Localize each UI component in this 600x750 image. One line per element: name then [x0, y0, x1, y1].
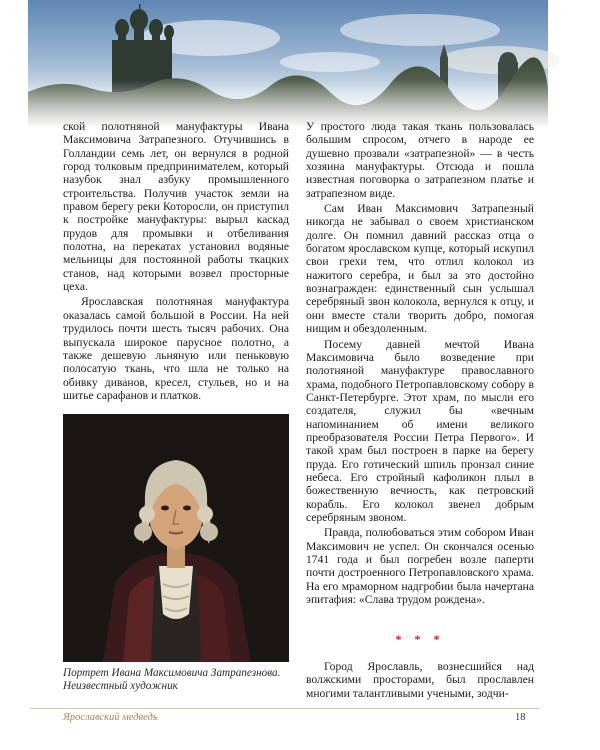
footer-divider: [30, 708, 540, 709]
body-paragraph: Посему давней мечтой Ивана Максимовича было возведение при полотняной мануфактуре православного храма, подобного Петропавловскому собору в Санкт-Петербурге. Этот храм, по мысли его создателя, служил бы «вечным напоминанием об имени великого преобразователя России Петра Первого». И такой храм был построен в парке на берегу пруда. Его готический шпиль пронзал синие небеса. Его стройный кафоликон плыл в божественную вечность, как петровский корабль. Его колокол звенел добрым серебряным звоном.: [306, 337, 534, 524]
body-paragraph: Сам Иван Максимович Затрапезный никогда не забывал о своем христианском долге. Он помнил давний рассказ отца о богатом ярославском купце, который искупил свои грехи тем, что отлил колокол из нажитого серебра, и был за это достойно вознагражден: единственный сын услышал серебряный звон колокола, вернулся к отцу, и они вместе стали творить добро, помогая нищим и обездоленным.: [306, 202, 534, 336]
tail-text: [306, 660, 534, 700]
footer-publication-title: Ярославский медведь: [63, 712, 158, 723]
section-separator: * * *: [395, 632, 445, 646]
left-text-column: [63, 120, 289, 402]
caption-line: Портрет Ивана Максимовича Затрапезнова.: [63, 667, 281, 679]
body-paragraph: Ярославская полотняная мануфактура оказалась самой большой в России. На ней трудилось почти шесть тысяч рабочих. Она выпускала широкое парусное полотно, а также дешевую льняную или пеньковую полосатую ткань, что шла не только на обивку диванов, кресел, стульев, но и на шитье сарафанов и платков.: [63, 295, 289, 402]
right-text-column: [306, 120, 534, 606]
body-paragraph: У простого люда такая ткань пользовалась большим спросом, отчего в народе ее душевно прозвали «затрапезной» — в честь хозяина мануфактуры. Отсюда и пошла известная поговорка о затрапезном платье и затрапезном виде.: [306, 120, 534, 200]
portrait-caption: [63, 667, 298, 693]
portrait-painting: [63, 414, 289, 662]
body-paragraph: Правда, полюбоваться этим собором Иван Максимович не успел. Он скончался осенью 1741 года и был погребен возле паперти почти достроенного Петропавловского храма. На его мраморном надгробии была начертана эпитафия: «Слава трудом рождена».: [306, 526, 534, 607]
body-paragraph: ской полотняной мануфактуры Ивана Максимовича Затрапезного. Отучившись в Голландии семь лет, он вернулся в родной город толковым предпринимателем, который назубок знал азбуку промышленного строительства. Получив участок земли на правом берегу реки Которосли, он приступил к постройке мануфактуры: вырыл каскад прудов для промывки и отбеливания полотна, на перекатах установил водяные мельницы для постоянной работы ткацких станов, над которыми возвел просторные цеха.: [63, 120, 289, 294]
header-landscape-image: [0, 0, 600, 128]
caption-line: Неизвестный художник: [63, 680, 178, 692]
page-number: 18: [515, 712, 526, 723]
body-paragraph: Город Ярославль, вознесшийся над волжскими просторами, был прославлен многими талантливыми учеными, зодчи-: [306, 660, 534, 700]
